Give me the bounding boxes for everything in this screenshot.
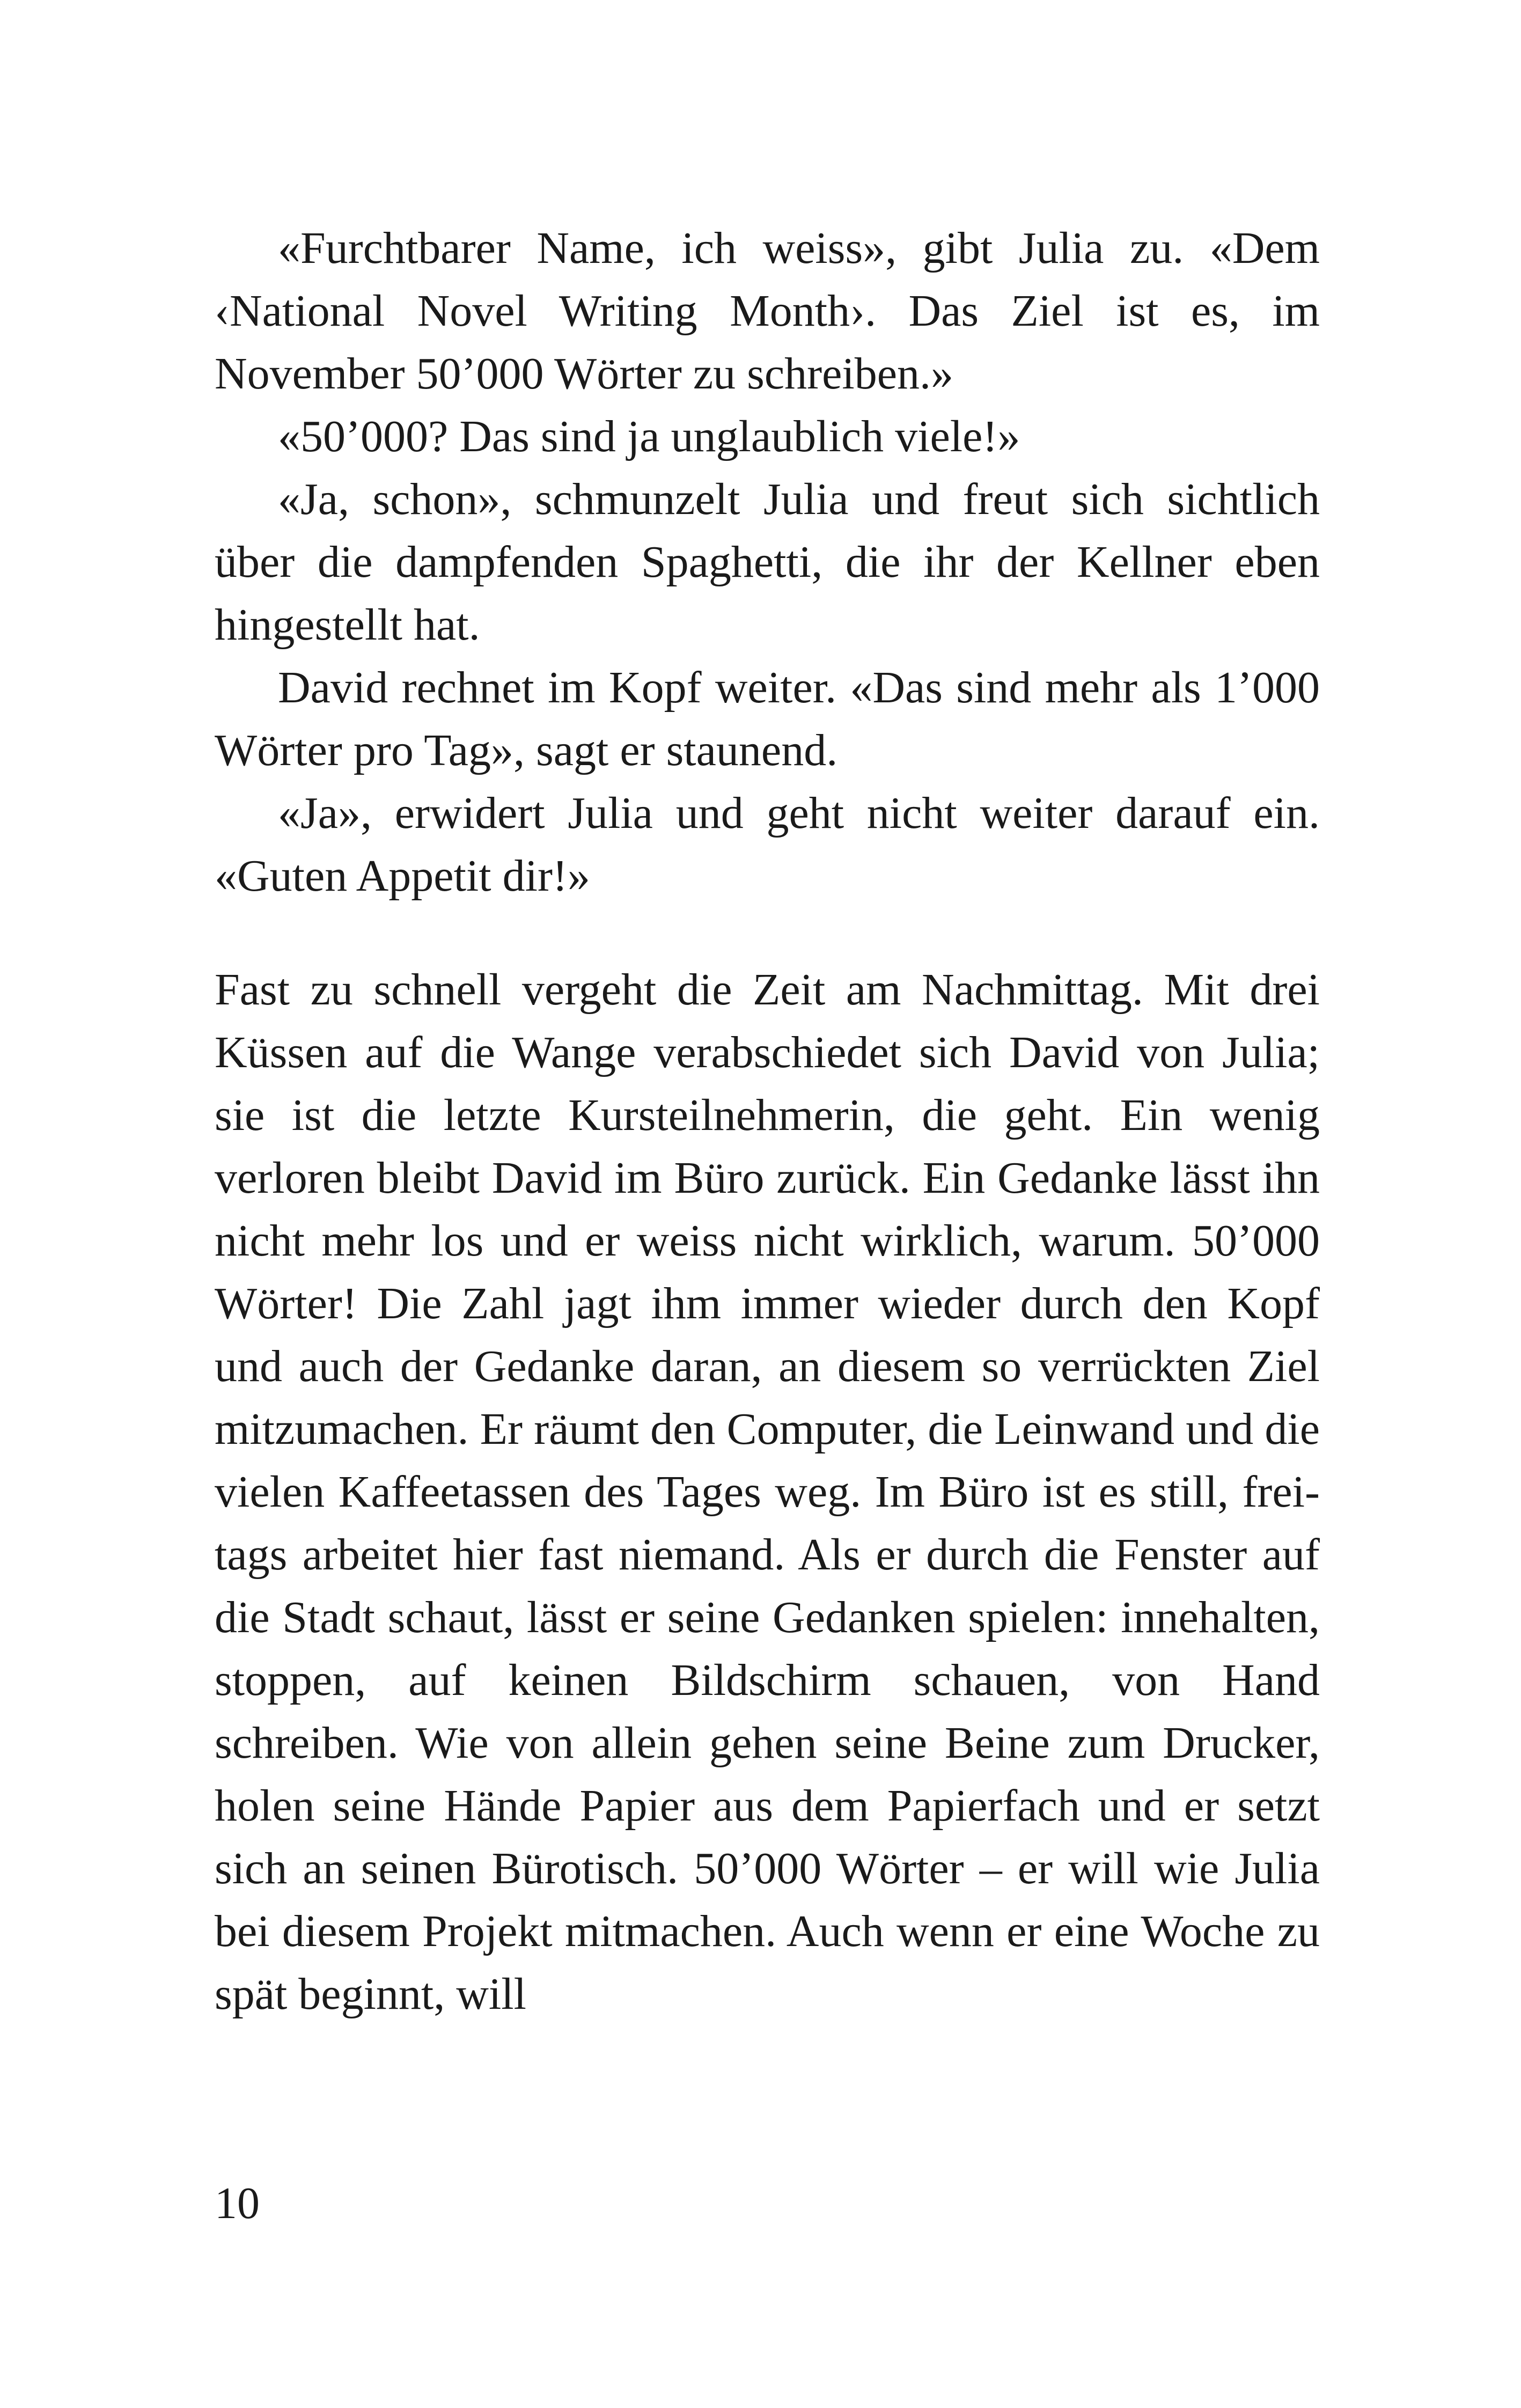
- paragraph: «Ja, schon», schmunzelt Julia und freut sich sichtlich über die dampfenden Spaghetti, die ihr der Kellner eben hingestellt hat.: [215, 474, 1320, 650]
- paragraph: «Ja», erwidert Julia und geht nicht weiter darauf ein. «Guten Appetit dir!»: [215, 788, 1320, 901]
- paragraph: David rechnet im Kopf weiter. «Das sind mehr als 1’000 Wörter pro Tag», sagt er staunend.: [215, 663, 1320, 775]
- paragraph: Fast zu schnell vergeht die Zeit am Nachmittag. Mit drei Küssen auf die Wange verabschiedet sich David von Julia; sie ist die letzte Kursteilnehmerin, die geht. Ein wenig verloren bleibt David im Büro zurück. Ein Gedanke lässt ihn nicht mehr los und er weiss nicht wirklich, warum. 50’000 Wörter! Die Zahl jagt ihm immer wieder durch den Kopf und auch der Gedanke daran, an diesem so verrückten Ziel mitzumachen. Er räumt den Computer, die Leinwand und die vielen Kaffeetassen des Tages weg. Im Büro ist es still, freitags arbeitet hier fast niemand. Als er durch die Fenster auf die Stadt schaut, lässt er seine Gedanken spielen: innehalten, stoppen, auf keinen Bildschirm schauen, von Hand schreiben. Wie von allein gehen seine Beine zum Drucker, holen seine Hände Papier aus dem Papierfach und er setzt sich an seinen Bürotisch. 50’000 Wörter – er will wie Julia bei diesem Projekt mitmachen. Auch wenn er eine Woche zu spät beginnt, will: [215, 965, 1320, 2019]
- paragraph: «Furchtbarer Name, ich weiss», gibt Julia zu. «Dem ‹National Novel Writing Month›. Das Ziel ist es, im November 50’000 Wörter zu schreiben.»: [215, 223, 1320, 399]
- narrative-section: [215, 958, 1320, 2025]
- paragraph: «50’000? Das sind ja unglaublich viele!»: [278, 412, 1020, 461]
- page-number: 10: [215, 2178, 260, 2228]
- dialogue-section: [215, 217, 1320, 907]
